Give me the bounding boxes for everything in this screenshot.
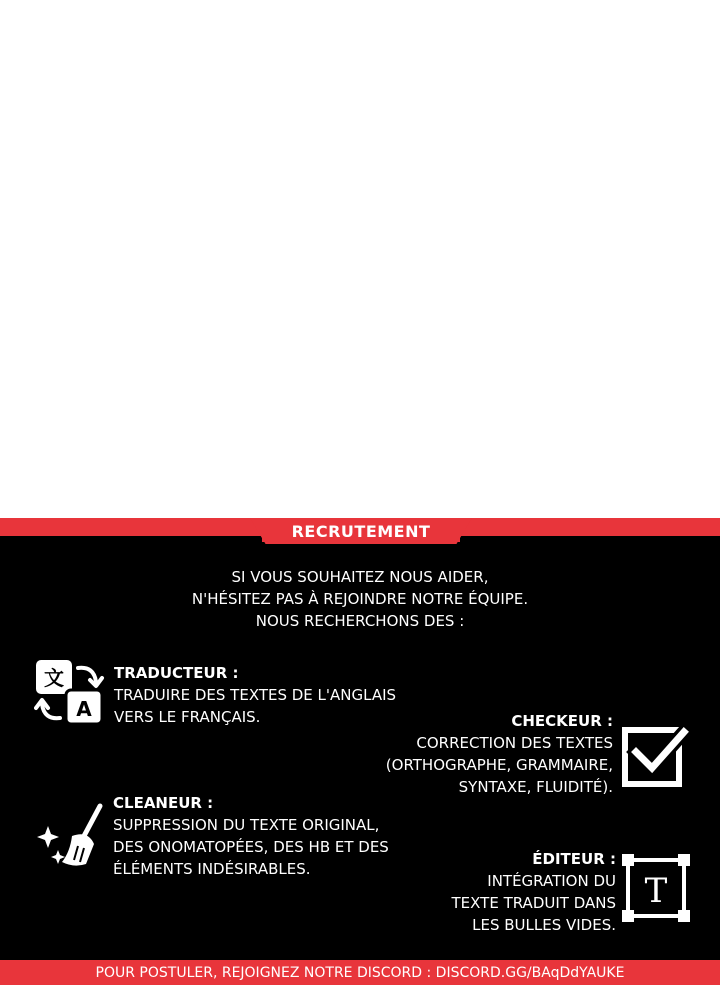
role-line: INTÉGRATION DU [487,872,616,890]
role-title: CHECKEUR : [511,712,613,730]
role-line: (ORTHOGRAPHE, GRAMMAIRE, [385,756,613,774]
header-title: RECRUTEMENT [262,520,460,542]
role-line: ÉLÉMENTS INDÉSIRABLES. [113,860,311,878]
role-line: LES BULLES VIDES. [472,916,616,934]
role-title: CLEANEUR : [113,794,214,812]
role-line: TEXTE TRADUIT DANS [451,894,616,912]
role-cleaneur [113,792,389,880]
role-traducteur [114,662,396,728]
svg-text:T: T [644,871,668,911]
role-editeur [452,848,616,936]
role-line: VERS LE FRANÇAIS. [114,708,261,726]
role-checkeur [386,710,613,798]
role-line: CORRECTION DES TEXTES [416,734,613,752]
role-line: SUPPRESSION DU TEXTE ORIGINAL, [113,816,380,834]
broom-icon [34,802,106,874]
role-title: TRADUCTEUR : [114,664,239,682]
intro-text [0,566,720,632]
role-line: TRADUIRE DES TEXTES DE L'ANGLAIS [114,686,397,704]
footer-discord: POUR POSTULER, REJOIGNEZ NOTRE DISCORD : DISCORD.GG/BAqDdYAUKE [0,960,720,985]
intro-line: SI VOUS SOUHAITEZ NOUS AIDER, [231,568,489,586]
svg-text:文: 文 [44,666,64,690]
role-line: DES ONOMATOPÉES, DES HB ET DES [113,838,389,856]
role-title: ÉDITEUR : [532,850,616,868]
intro-line: N'HÉSITEZ PAS À REJOINDRE NOTRE ÉQUIPE. [191,590,529,608]
intro-line: NOUS RECHERCHONS DES : [255,612,465,630]
translate-icon [34,658,106,728]
text-frame-icon [620,852,692,924]
role-line: SYNTAXE, FLUIDITÉ). [458,778,613,796]
checkbox-icon [620,722,690,788]
svg-text:A: A [76,697,92,721]
